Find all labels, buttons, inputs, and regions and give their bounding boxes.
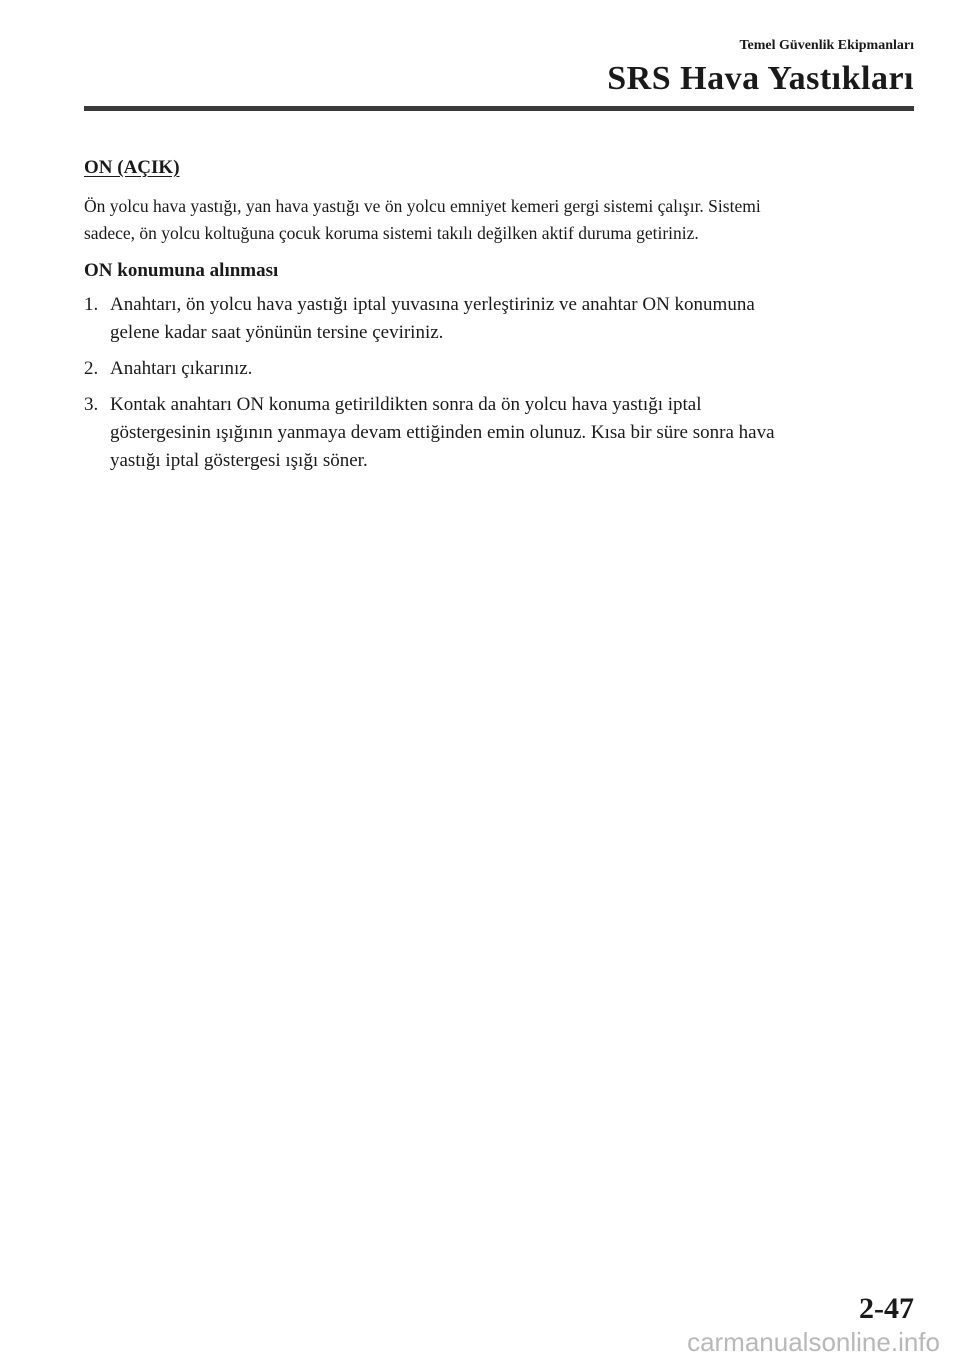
step-line: Anahtarı çıkarınız. bbox=[110, 358, 253, 379]
step-line: yastığı iptal göstergesi ışığı söner. bbox=[110, 450, 368, 471]
procedure-heading: ON konumuna alınması bbox=[84, 260, 279, 281]
intro-paragraph bbox=[84, 193, 914, 247]
step-line: Anahtarı, ön yolcu hava yastığı iptal yuvasına yerleştiriniz ve anahtar ON konumuna bbox=[110, 294, 755, 315]
step-number: 2. bbox=[84, 358, 99, 379]
intro-line: sadece, ön yolcu koltuğuna çocuk koruma sistemi takılı değilken aktif duruma getiriniz. bbox=[84, 223, 699, 243]
step-line: Kontak anahtarı ON konuma getirildikten sonra da ön yolcu hava yastığı iptal bbox=[110, 394, 702, 415]
procedure-steps bbox=[84, 291, 914, 475]
section-heading: ON (AÇIK) bbox=[84, 157, 180, 178]
step-line: gelene kadar saat yönünün tersine çeviriniz. bbox=[110, 322, 444, 343]
page-title: SRS Hava Yastıkları bbox=[607, 60, 914, 97]
watermark: carmanualsonline.info bbox=[687, 1327, 940, 1357]
step-line: göstergesinin ışığının yanmaya devam ettiğinden emin olunuz. Kısa bir süre sonra hava bbox=[110, 422, 775, 443]
step-number: 3. bbox=[84, 394, 99, 415]
step-number: 1. bbox=[84, 294, 99, 315]
step-item bbox=[84, 291, 914, 347]
step-item bbox=[84, 391, 914, 475]
page-number: 2-47 bbox=[859, 1292, 914, 1325]
step-item bbox=[84, 355, 914, 383]
intro-line: Ön yolcu hava yastığı, yan hava yastığı ve ön yolcu emniyet kemeri gergi sistemi çalışır. Sistemi bbox=[84, 196, 761, 216]
header-divider bbox=[84, 106, 914, 111]
main-content bbox=[84, 155, 914, 483]
section-name: Temel Güvenlik Ekipmanları bbox=[739, 38, 914, 53]
